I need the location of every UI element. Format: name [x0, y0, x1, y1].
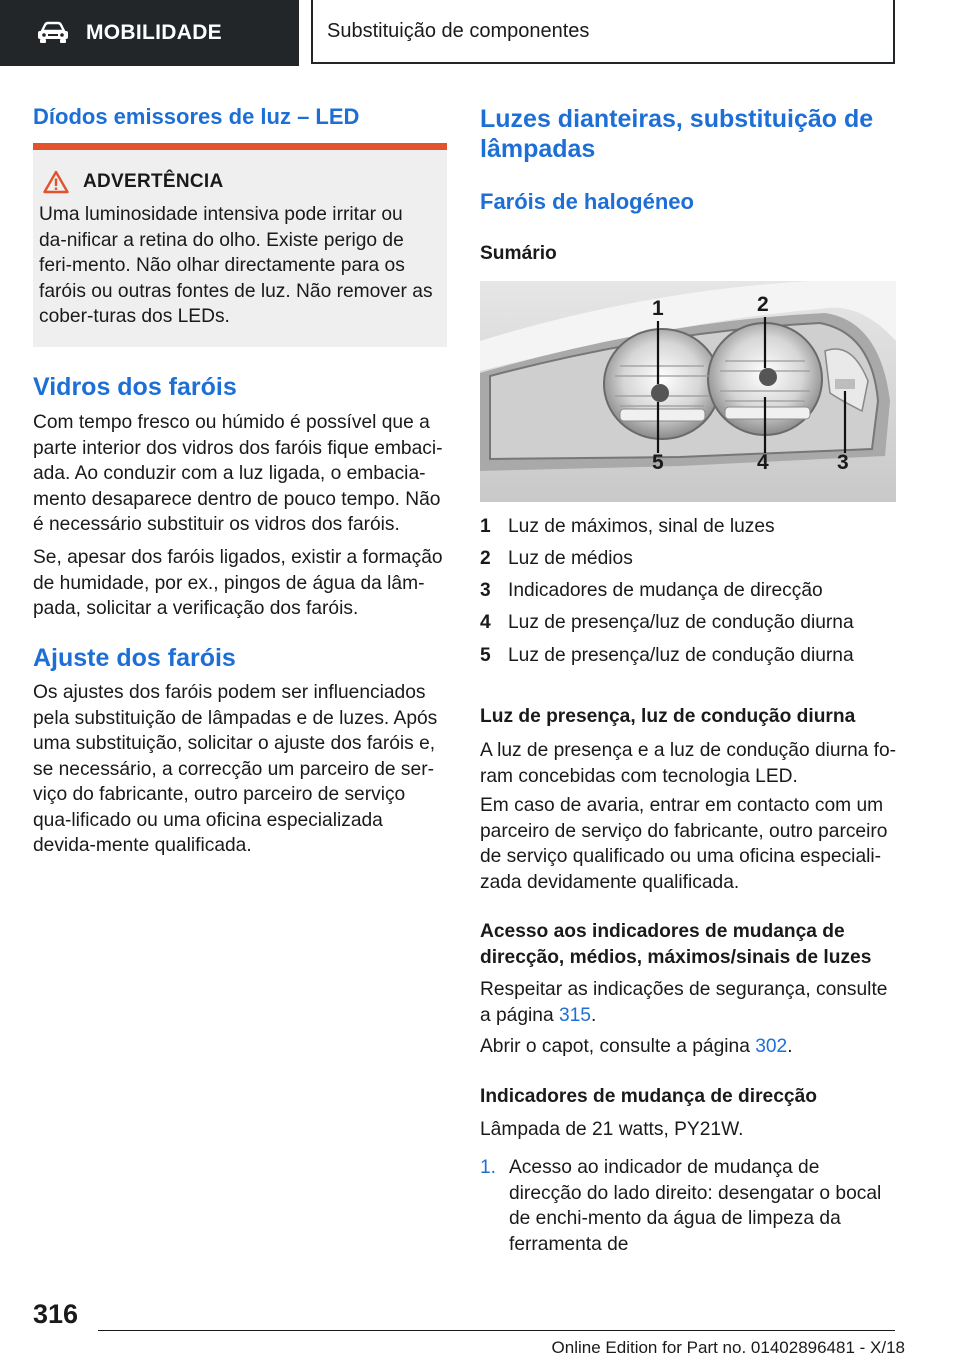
page-number: 316	[33, 1299, 79, 1329]
legend-item	[480, 578, 823, 603]
access-paragraph-2	[480, 1034, 896, 1060]
access-paragraph-1	[480, 977, 896, 1028]
legend-text: Indicadores de mudança de direcção	[508, 580, 823, 601]
turn-heading: Indicadores de mudança de direcção	[480, 1086, 817, 1107]
drl-paragraph-2: Em caso de avaria, entrar em contacto com um parceiro de serviço do fabricante, outro parceiro de serviço qualificado ou uma oficina especiali-zada devidamente qualificada.	[480, 795, 888, 893]
step-text: Acesso ao indicador de mudança de direcção do lado direito: desengatar o bocal de enchi-mento da água de limpeza da ferramenta de	[509, 1157, 882, 1255]
legend-number: 1	[480, 516, 491, 537]
figure-callout-2: 2	[757, 293, 769, 316]
access-text: Abrir o capot, consulte a página	[480, 1036, 756, 1057]
warning-title: ADVERTÊNCIA	[83, 171, 224, 192]
chapter-tab[interactable]	[0, 0, 299, 66]
adjust-heading: Ajuste dos faróis	[33, 644, 236, 672]
legend-item	[480, 546, 633, 571]
warning-box	[33, 143, 447, 347]
glass-paragraph-1: Com tempo fresco ou húmido é possível que a parte interior dos vidros dos faróis fique embaci-ada. Ao conduzir com a luz ligada, o embacia-mento desaparece dentro de pouco tempo. Não é necessário substituir os vidros dos faróis.	[33, 412, 443, 535]
legend-text: Luz de médios	[508, 548, 633, 569]
legend-number: 5	[480, 645, 491, 666]
warning-triangle-icon	[43, 170, 69, 194]
legend-item	[480, 610, 854, 635]
figure-callout-3: 3	[837, 451, 849, 474]
page-link-302[interactable]: 302	[755, 1036, 788, 1057]
chapter-label: MOBILIDADE	[86, 21, 222, 44]
section-title: Substituição de componentes	[311, 0, 895, 64]
led-heading: Díodos emissores de luz – LED	[33, 104, 360, 129]
access-text-end: .	[590, 1004, 597, 1026]
drl-paragraph-1: A luz de presença e a luz de condução diurna fo-ram concebidas com tecnologia LED.	[480, 740, 897, 787]
access-text: Respeitar as indicações de segurança, consulte a página	[480, 979, 888, 1026]
page-link-315[interactable]: 315	[558, 1004, 591, 1026]
car-icon	[36, 21, 70, 45]
adjust-paragraph: Os ajustes dos faróis podem ser influenciados pela substituição de lâmpadas e de luzes. Após uma substituição, solicitar o ajuste dos faróis e, se necessário, a correcção um parceiro de ser-viço do fabricante, outro parceiro de serviço qua-lificado ou uma oficina especializada devida-mente qualificada.	[33, 682, 438, 856]
access-text-end: .	[787, 1036, 793, 1057]
figure-callout-5: 5	[652, 451, 664, 474]
legend-text: Luz de presença/luz de condução diurna	[508, 645, 854, 666]
main-heading: Luzes dianteiras, substituição de lâmpadas	[480, 105, 874, 163]
summary-label: Sumário	[480, 243, 557, 264]
glass-paragraph-2: Se, apesar dos faróis ligados, existir a formação de humidade, por ex., pingos de água da lâm-pada, solicitar a verificação dos faróis.	[33, 547, 443, 619]
headlight-illustration	[480, 281, 896, 502]
legend-number: 3	[480, 580, 491, 601]
headlight-figure	[480, 281, 896, 502]
legend-text: Luz de presença/luz de condução diurna	[508, 612, 854, 633]
halogen-heading: Faróis de halogéneo	[480, 189, 694, 214]
legend-item	[480, 514, 775, 539]
glass-heading: Vidros dos faróis	[33, 373, 237, 401]
legend-number: 4	[480, 612, 491, 633]
step-number: 1.	[480, 1157, 497, 1178]
edition-note: Online Edition for Part no. 01402896481 - X/18	[551, 1338, 905, 1357]
drl-heading: Luz de presença, luz de condução diurna	[480, 706, 856, 727]
figure-callout-1: 1	[652, 297, 664, 320]
legend-item	[480, 643, 854, 668]
figure-callout-4: 4	[757, 451, 769, 474]
access-heading: Acesso aos indicadores de mudança de direcção, médios, máximos/sinais de luzes	[480, 921, 872, 968]
legend-number: 2	[480, 548, 491, 569]
footer-divider	[98, 1330, 895, 1331]
turn-paragraph: Lâmpada de 21 watts, PY21W.	[480, 1119, 744, 1140]
step-item	[480, 1155, 896, 1257]
warning-text: Uma luminosidade intensiva pode irritar ou da-nificar a retina do olho. Existe perigo de feri-mento. Não olhar directamente para os faróis ou outras fontes de luz. Não remover as cober-turas dos LEDs.	[39, 204, 433, 327]
legend-text: Luz de máximos, sinal de luzes	[508, 516, 775, 537]
